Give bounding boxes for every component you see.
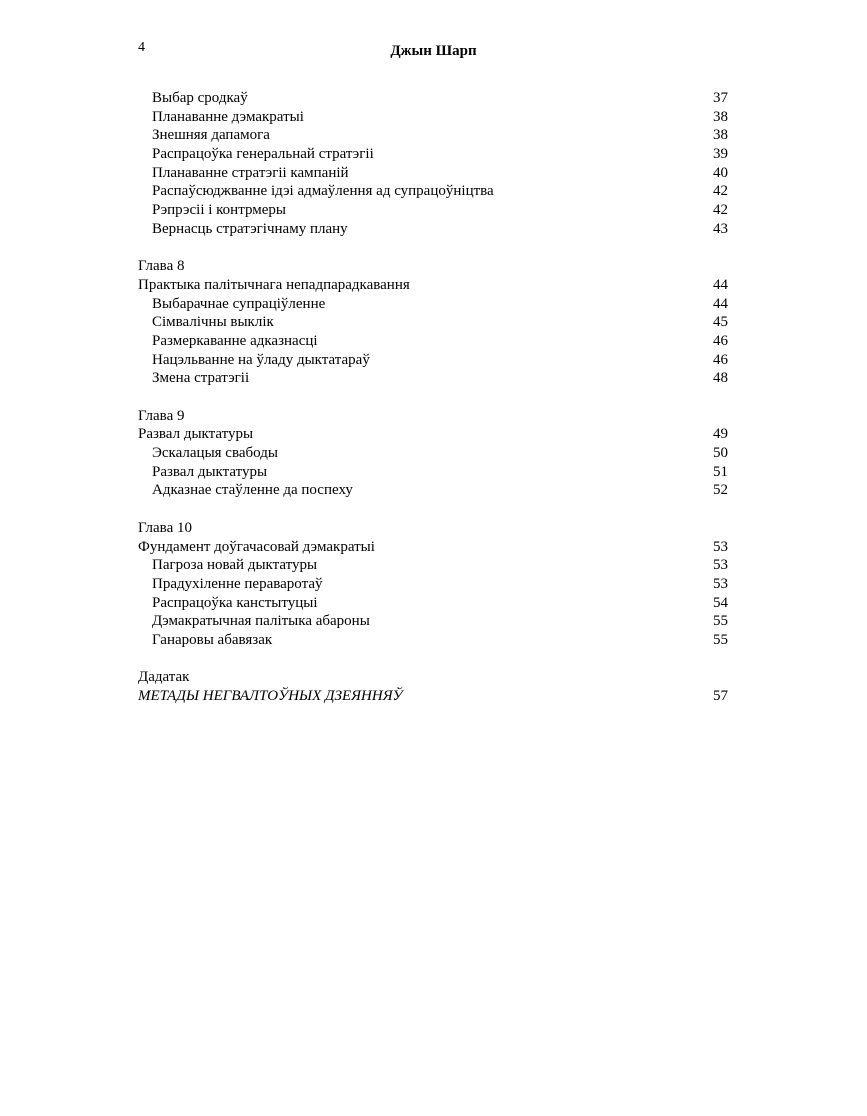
toc-entry-page-number: 44 (713, 295, 728, 312)
toc-entry-section (138, 556, 728, 575)
toc-entry-section (138, 369, 728, 388)
toc-entry-section (138, 220, 728, 239)
toc-entry-title: Планаванне дэмакратыі (152, 108, 304, 125)
toc-entry-title: Выбар сродкаў (152, 90, 248, 106)
toc-entry-page-number: 48 (713, 370, 728, 387)
toc-entry-title: Пагроза новай дыктатуры (152, 557, 318, 574)
running-header-author: Джын Шарп (390, 43, 477, 59)
toc-entry-chapter (138, 519, 728, 538)
toc-entry-section (138, 145, 728, 164)
toc-entry-section (138, 108, 728, 127)
toc-entry-title: Дэмакратычная палітыка абароны (152, 613, 370, 630)
toc-entry-section (138, 575, 728, 594)
toc-entry-title: Практыка палітычнага непадпарадкавання (138, 276, 410, 293)
page-number: 4 (138, 40, 145, 55)
toc-entry-title: Ганаровы абавязак (152, 631, 273, 648)
toc-entry-chapter (138, 276, 728, 295)
toc-entry-page-number: 50 (713, 445, 728, 462)
toc-entry-page-number: 45 (713, 314, 728, 331)
toc-entry-title: Развал дыктатуры (138, 426, 254, 443)
toc-entry-title: Рэпрэсіі і контрмеры (152, 202, 286, 219)
toc-entry-page-number: 51 (713, 463, 728, 480)
toc-entry-page-number: 52 (713, 482, 728, 499)
toc-entry-title: Змена стратэгіі (152, 370, 250, 387)
toc-entry-section (138, 295, 728, 314)
toc-entry-chapter (138, 257, 728, 276)
toc-entry-page-number: 57 (713, 688, 728, 704)
toc-entry-page-number: 42 (713, 202, 728, 219)
toc-entry-page-number: 46 (713, 332, 728, 349)
toc-spacer (138, 500, 728, 519)
toc-entry-page-number: 44 (713, 276, 728, 293)
toc-entry-page-number: 37 (713, 90, 728, 106)
toc-entry-section (138, 463, 728, 482)
toc-entry-section (138, 313, 728, 332)
toc-entry-section (138, 126, 728, 145)
toc-entry-title: Глава 8 (138, 258, 185, 275)
toc-entry-title: Сімвалічны выклік (152, 314, 274, 331)
toc-entry-title: Адказнае стаўленне да поспеху (152, 482, 353, 499)
toc-entry-section (138, 332, 728, 351)
toc-entry-title: Прадухіленне пераваротаў (152, 575, 323, 592)
toc-entry-section (138, 612, 728, 631)
toc-entry-title: Планаванне стратэгіі кампаній (152, 164, 349, 181)
toc-entry-page-number: 54 (713, 594, 728, 611)
toc-entry-chapter (138, 687, 728, 706)
toc-entry-section (138, 164, 728, 183)
toc-entry-section (138, 201, 728, 220)
toc-entry-chapter (138, 668, 728, 687)
toc-entry-title: Развал дыктатуры (152, 463, 268, 480)
toc-entry-page-number: 46 (713, 351, 728, 368)
toc-entry-page-number: 40 (713, 164, 728, 181)
toc-entry-page-number: 38 (713, 127, 728, 144)
toc-entry-section (138, 481, 728, 500)
toc-entry-title: Нацэльванне на ўладу дыктатараў (152, 351, 370, 368)
toc-entry-title: Распрацоўка канстытуцыі (152, 594, 318, 611)
toc-entry-title: Вернасць стратэгічнаму плану (152, 220, 348, 237)
toc-entry-title: Распаўсюджванне ідэі адмаўлення ад супрацоўніцтва (152, 183, 494, 200)
toc-entry-page-number: 53 (713, 557, 728, 574)
toc-entry-page-number: 49 (713, 426, 728, 443)
toc-entry-page-number: 53 (713, 538, 728, 555)
toc-entry-page-number: 43 (713, 220, 728, 237)
toc-entry-title: Глава 9 (138, 407, 185, 424)
toc-entry-page-number: 38 (713, 108, 728, 125)
toc-spacer (138, 650, 728, 669)
table-of-contents (138, 89, 728, 706)
toc-entry-section (138, 182, 728, 201)
toc-entry-title: Выбарачнае супраціўленне (152, 295, 326, 312)
toc-entry-section (138, 594, 728, 613)
toc-entry-title: Эскалацыя свабоды (152, 445, 278, 462)
toc-entry-page-number: 42 (713, 183, 728, 200)
toc-entry-section (138, 89, 728, 108)
toc-entry-page-number: 55 (713, 631, 728, 648)
toc-entry-title: Распрацоўка генеральнай стратэгіі (152, 146, 374, 163)
toc-entry-chapter (138, 538, 728, 557)
toc-spacer (138, 239, 728, 258)
toc-entry-title: МЕТАДЫ НЕГВАЛТОЎНЫХ ДЗЕЯННЯЎ (138, 688, 403, 704)
toc-entry-section (138, 444, 728, 463)
toc-entry-page-number: 53 (713, 575, 728, 592)
toc-entry-section (138, 351, 728, 370)
toc-entry-title: Знешняя дапамога (152, 127, 270, 144)
toc-entry-chapter (138, 407, 728, 426)
toc-entry-title: Глава 10 (138, 519, 192, 536)
toc-entry-title: Дадатак (138, 669, 190, 686)
toc-entry-title: Размеркаванне адказнасці (152, 332, 318, 349)
toc-spacer (138, 388, 728, 407)
toc-entry-title: Фундамент доўгачасовай дэмакратыі (138, 538, 375, 555)
toc-entry-chapter (138, 425, 728, 444)
toc-entry-page-number: 55 (713, 613, 728, 630)
toc-entry-page-number: 39 (713, 146, 728, 163)
toc-entry-section (138, 631, 728, 650)
